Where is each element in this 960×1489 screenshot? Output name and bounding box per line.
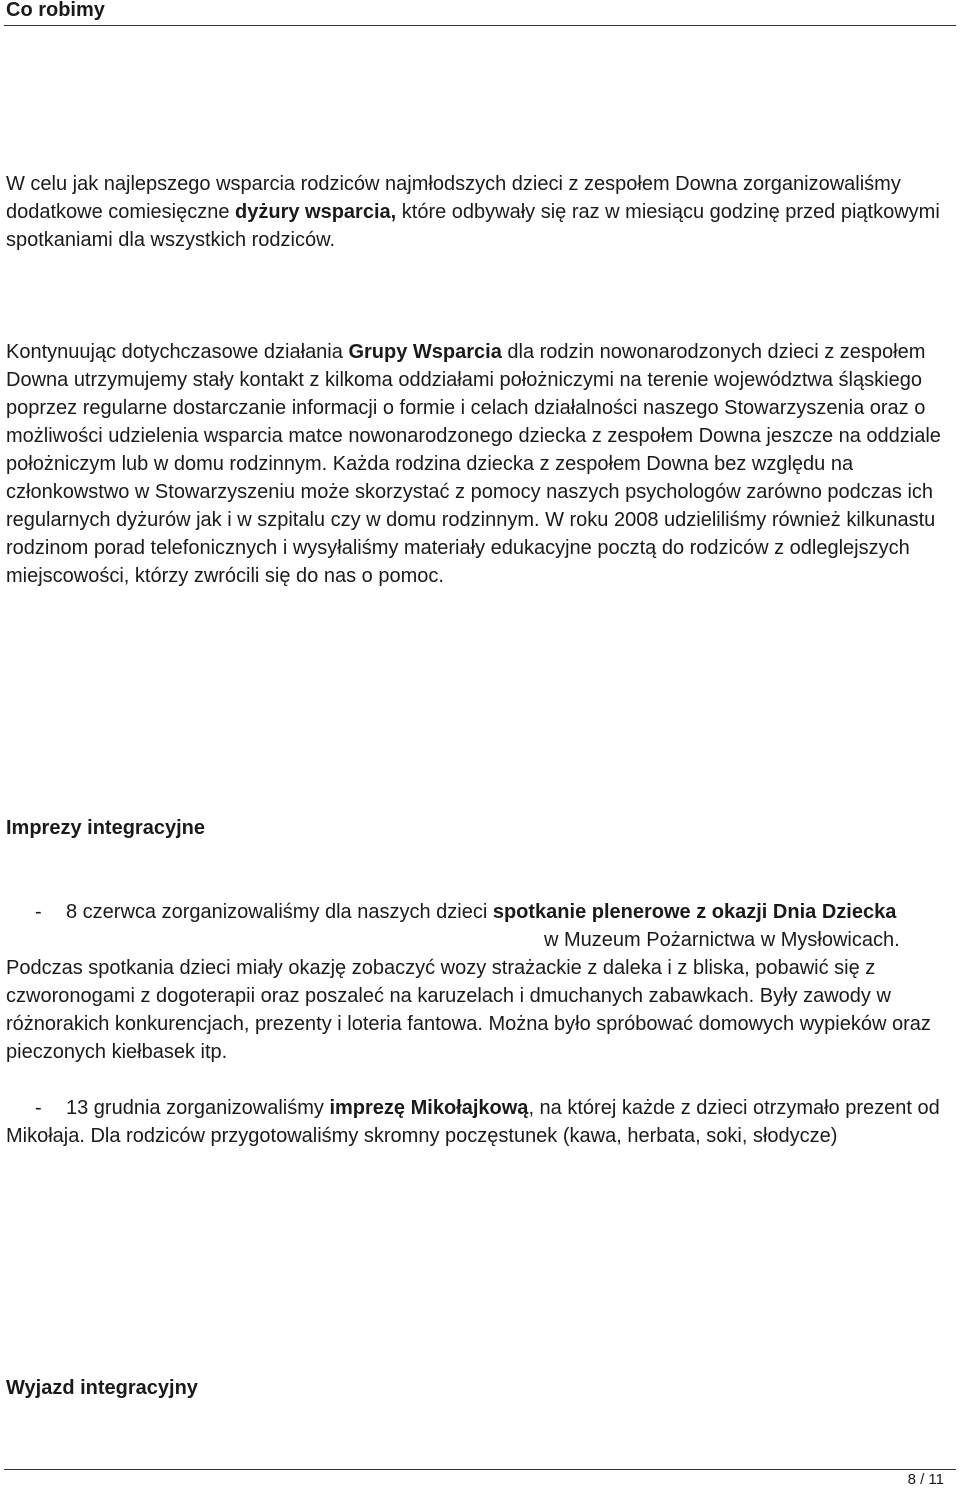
page-number: 8 / 11 <box>907 1471 944 1488</box>
event-text: , na której każde z dzieci otrzymało prezent od Mikołaja. Dla rodziców przygotowaliśmy skromny poczęstunek (kawa, herbata, soki, słodycze) <box>6 1097 940 1147</box>
section-heading-integration-trip: Wyjazd integracyjny <box>6 1377 198 1399</box>
list-dash: - <box>35 1097 42 1119</box>
event-text: 13 grudnia zorganizowaliśmy <box>66 1097 330 1119</box>
paragraph-support-duty <box>6 170 956 254</box>
paragraph-text: dla rodzin nowonarodzonych dzieci z zespołem Downa utrzymujemy stały kontakt z kilkoma oddziałami położniczymi na terenie województwa śląskiego poprzez regularne dostarczanie informacji o formie i celach działalności naszego Stowarzyszenia oraz o możliwości udzielenia wsparcia matce nowonarodzonego dziecka z zespołem Downa jeszcze na oddziale położniczym lub w domu rodzinnym. Każda rodzina dziecka z zespołem Downa bez względu na członkowstwo w Stowarzyszeniu może skorzystać z pomocy naszych psychologów zarówno podczas ich regularnych dyżurów jak i w szpitalu czy w domu rodzinnym. W roku 2008 udzieliliśmy również kilkunastu rodzinom porad telefonicznych i wysyłaliśmy materiały edukacyjne pocztą do rodziców z odleglejszych miejscowości, którzy zwrócili się do nas o pomoc. <box>6 341 941 587</box>
paragraph-text: W celu jak najlepszego wsparcia rodziców najmłodszych dzieci z zespołem Downa zorganizowaliśmy dodatkowe comiesięczne <box>6 173 901 223</box>
bold-phrase: spotkanie plenerowe z okazji Dnia Dziecka <box>492 901 897 923</box>
paragraph-support-group <box>6 338 956 590</box>
paragraph-text: które odbywały się raz w miesiącu godzinę przed piątkowymi spotkaniami dla wszystkich rodziców. <box>6 201 940 251</box>
event-text: w Muzeum Pożarnictwa w Mysłowicach. Podczas spotkania dzieci miały okazję zobaczyć wozy strażackie z daleka i z bliska, pobawić się z czworonogami z dogoterapii oraz poszaleć na karuzelach i dmuchanych zabawkach. Były zawody w różnorakich konkurencjach, prezenty i loteria fantowa. Można było spróbować domowych wypieków oraz pieczonych kiełbasek itp. <box>6 929 931 1063</box>
page-header-title: Co robimy <box>6 0 105 21</box>
list-dash: - <box>35 901 42 923</box>
bold-phrase: Grupy Wsparcia <box>348 341 502 363</box>
bold-phrase: imprezę Mikołajkową <box>329 1097 529 1119</box>
section-heading-integration-events: Imprezy integracyjne <box>6 817 205 839</box>
paragraph-text: Kontynuując dotychczasowe działania <box>6 341 349 363</box>
event-text: 8 czerwca zorganizowaliśmy dla naszych dzieci <box>66 901 493 923</box>
event-childrens-day <box>6 898 956 1066</box>
bold-phrase: dyżury wsparcia, <box>235 201 397 223</box>
event-santa-party <box>6 1094 956 1150</box>
footer-divider <box>4 1469 956 1470</box>
header-divider <box>4 25 956 26</box>
